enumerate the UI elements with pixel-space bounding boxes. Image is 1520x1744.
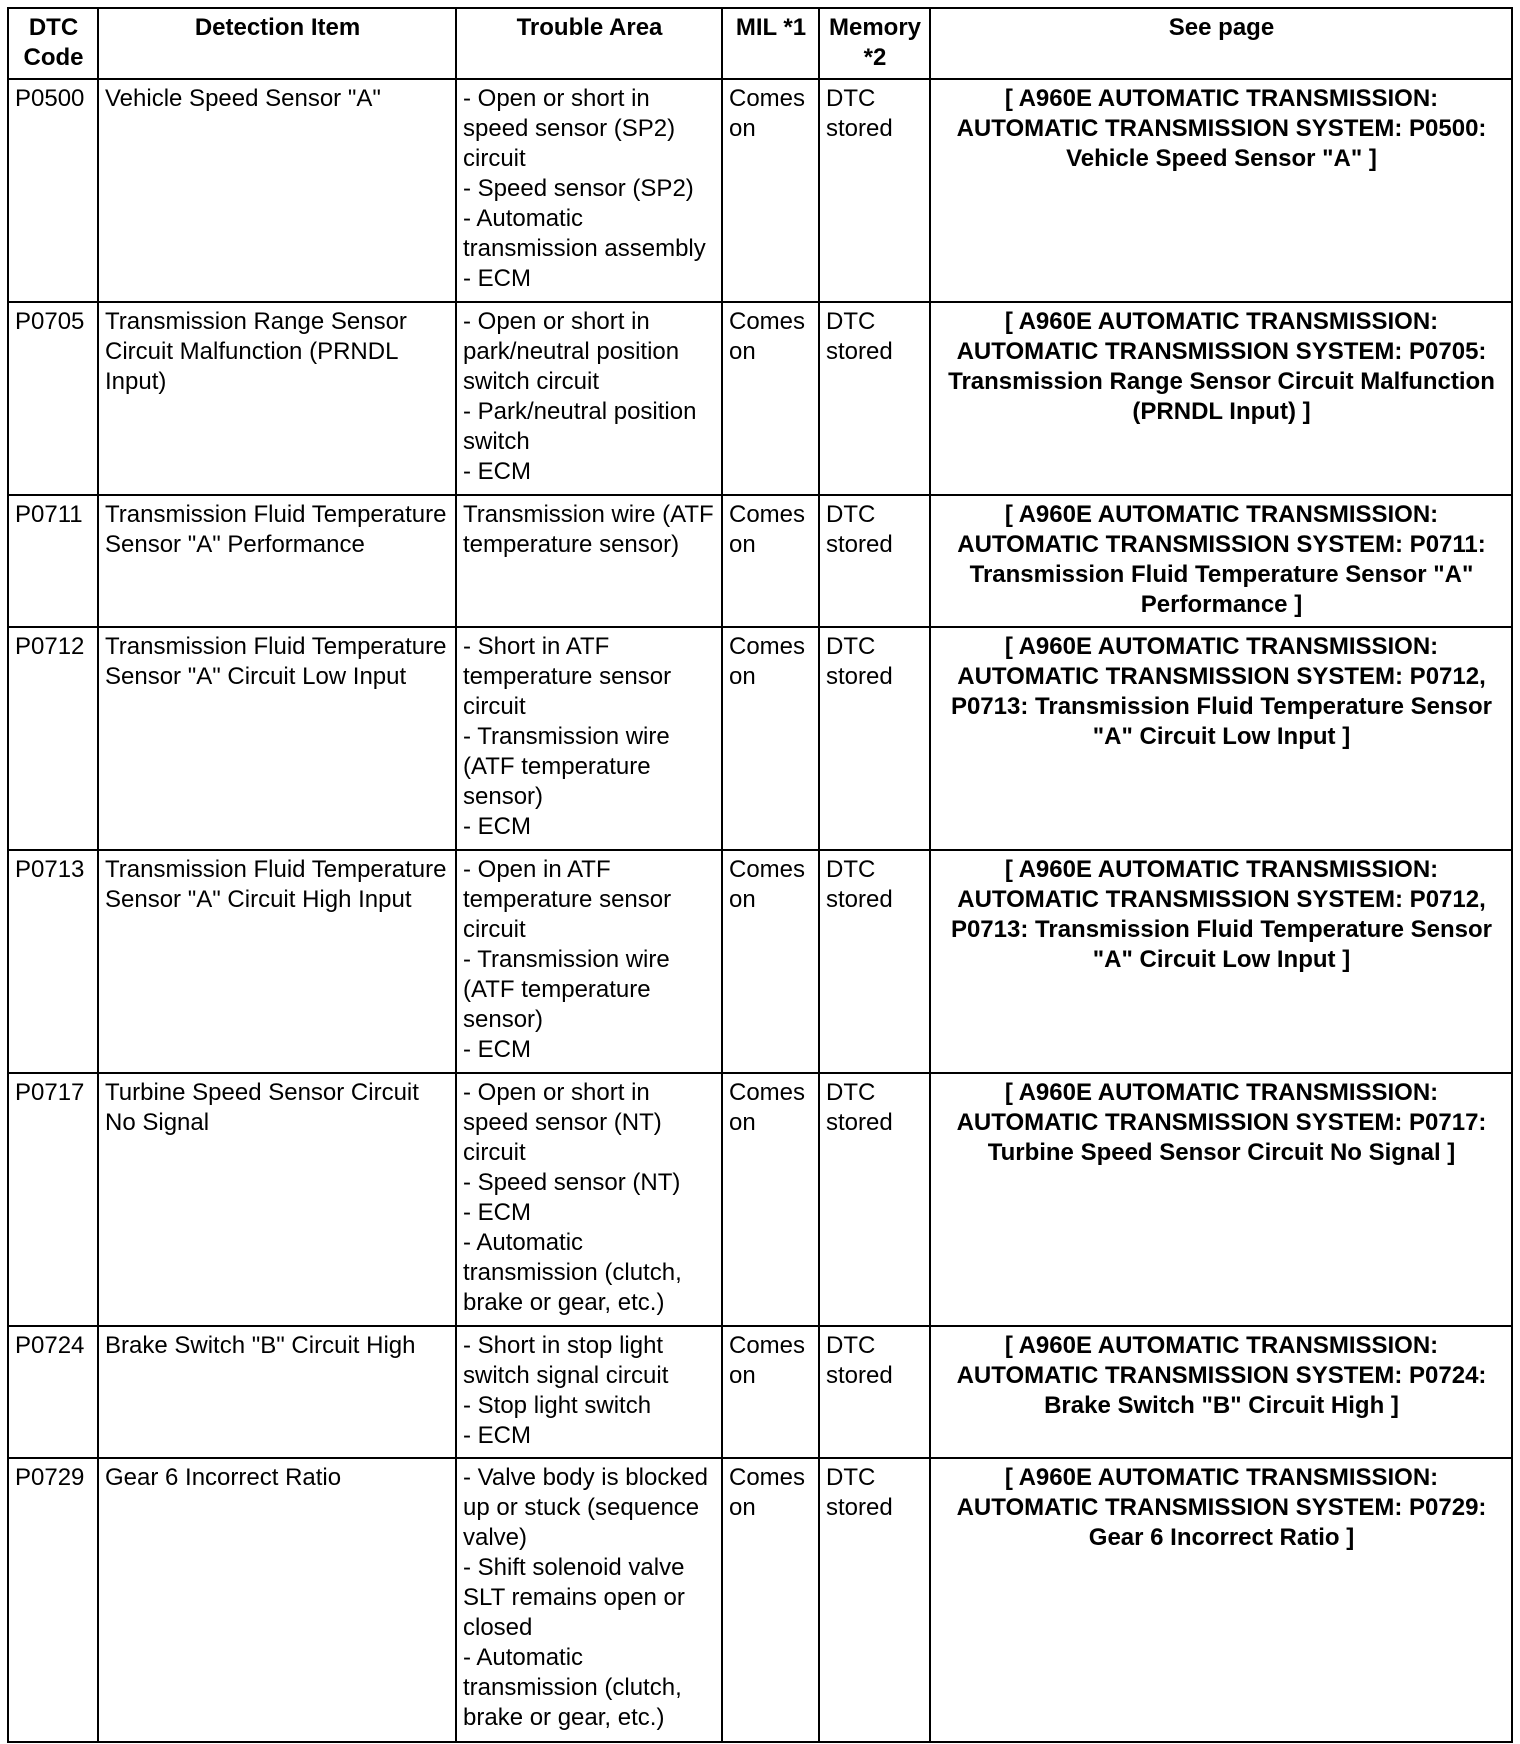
detection-item-cell: Transmission Range Sensor Circuit Malfunction (PRNDL Input) <box>98 302 456 495</box>
dtc-code-cell: P0717 <box>8 1073 98 1326</box>
header-detection-item: Detection Item <box>98 8 456 79</box>
see-page-link[interactable]: [ A960E AUTOMATIC TRANSMISSION: AUTOMATIC TRANSMISSION SYSTEM: P0717: Turbine Speed Sensor Circuit No Signal ] <box>930 1073 1512 1326</box>
table-row <box>8 79 1512 302</box>
header-trouble-area: Trouble Area <box>456 8 722 79</box>
see-page-link[interactable]: [ A960E AUTOMATIC TRANSMISSION: AUTOMATIC TRANSMISSION SYSTEM: P0705: Transmission Range Sensor Circuit Malfunction (PRNDL Input) ] <box>930 302 1512 495</box>
memory-cell: DTC stored <box>819 1073 930 1326</box>
trouble-area-cell: - Open or short in park/neutral position switch circuit - Park/neutral position switch - ECM <box>456 302 722 495</box>
memory-cell: DTC stored <box>819 1458 930 1742</box>
trouble-area-cell: Transmission wire (ATF temperature sensor) <box>456 495 722 627</box>
see-page-link[interactable]: [ A960E AUTOMATIC TRANSMISSION: AUTOMATIC TRANSMISSION SYSTEM: P0711: Transmission Fluid Temperature Sensor "A" Performance ] <box>930 495 1512 627</box>
detection-item-cell: Transmission Fluid Temperature Sensor "A" Circuit High Input <box>98 850 456 1073</box>
see-page-link[interactable]: [ A960E AUTOMATIC TRANSMISSION: AUTOMATIC TRANSMISSION SYSTEM: P0724: Brake Switch "B" Circuit High ] <box>930 1326 1512 1458</box>
table-row <box>8 302 1512 495</box>
mil-cell: Comes on <box>722 79 819 302</box>
memory-cell: DTC stored <box>819 850 930 1073</box>
detection-item-cell: Brake Switch "B" Circuit High <box>98 1326 456 1458</box>
see-page-link[interactable]: [ A960E AUTOMATIC TRANSMISSION: AUTOMATIC TRANSMISSION SYSTEM: P0729: Gear 6 Incorrect Ratio ] <box>930 1458 1512 1742</box>
table-row <box>8 495 1512 627</box>
mil-cell: Comes on <box>722 302 819 495</box>
memory-cell: DTC stored <box>819 1326 930 1458</box>
table-row <box>8 627 1512 850</box>
dtc-code-cell: P0712 <box>8 627 98 850</box>
trouble-area-cell: - Short in ATF temperature sensor circuit - Transmission wire (ATF temperature sensor) - ECM <box>456 627 722 850</box>
table-row <box>8 1073 1512 1326</box>
memory-cell: DTC stored <box>819 302 930 495</box>
trouble-area-cell: - Short in stop light switch signal circuit - Stop light switch - ECM <box>456 1326 722 1458</box>
see-page-link[interactable]: [ A960E AUTOMATIC TRANSMISSION: AUTOMATIC TRANSMISSION SYSTEM: P0712, P0713: Transmission Fluid Temperature Sensor "A" Circuit Low Input ] <box>930 850 1512 1073</box>
detection-item-cell: Gear 6 Incorrect Ratio <box>98 1458 456 1742</box>
memory-cell: DTC stored <box>819 79 930 302</box>
header-mil: MIL *1 <box>722 8 819 79</box>
detection-item-cell: Transmission Fluid Temperature Sensor "A" Circuit Low Input <box>98 627 456 850</box>
table-row <box>8 1458 1512 1742</box>
mil-cell: Comes on <box>722 1326 819 1458</box>
dtc-code-cell: P0713 <box>8 850 98 1073</box>
mil-cell: Comes on <box>722 1458 819 1742</box>
detection-item-cell: Vehicle Speed Sensor "A" <box>98 79 456 302</box>
trouble-area-cell: - Open in ATF temperature sensor circuit - Transmission wire (ATF temperature sensor) - ECM <box>456 850 722 1073</box>
trouble-area-cell: - Open or short in speed sensor (NT) circuit - Speed sensor (NT) - ECM - Automatic transmission (clutch, brake or gear, etc.) <box>456 1073 722 1326</box>
see-page-link[interactable]: [ A960E AUTOMATIC TRANSMISSION: AUTOMATIC TRANSMISSION SYSTEM: P0500: Vehicle Speed Sensor "A" ] <box>930 79 1512 302</box>
table-header-row <box>8 8 1512 79</box>
mil-cell: Comes on <box>722 850 819 1073</box>
dtc-code-cell: P0711 <box>8 495 98 627</box>
memory-cell: DTC stored <box>819 495 930 627</box>
header-dtc-code: DTC Code <box>8 8 98 79</box>
trouble-area-cell: - Valve body is blocked up or stuck (sequence valve) - Shift solenoid valve SLT remains open or closed - Automatic transmission (clutch, brake or gear, etc.) <box>456 1458 722 1742</box>
dtc-table <box>7 7 1513 1743</box>
mil-cell: Comes on <box>722 627 819 850</box>
see-page-link[interactable]: [ A960E AUTOMATIC TRANSMISSION: AUTOMATIC TRANSMISSION SYSTEM: P0712, P0713: Transmission Fluid Temperature Sensor "A" Circuit Low Input ] <box>930 627 1512 850</box>
trouble-area-cell: - Open or short in speed sensor (SP2) circuit - Speed sensor (SP2) - Automatic transmission assembly - ECM <box>456 79 722 302</box>
mil-cell: Comes on <box>722 495 819 627</box>
table-row <box>8 1326 1512 1458</box>
header-see-page: See page <box>930 8 1512 79</box>
detection-item-cell: Transmission Fluid Temperature Sensor "A" Performance <box>98 495 456 627</box>
dtc-code-cell: P0729 <box>8 1458 98 1742</box>
dtc-code-cell: P0705 <box>8 302 98 495</box>
table-row <box>8 850 1512 1073</box>
header-memory: Memory *2 <box>819 8 930 79</box>
detection-item-cell: Turbine Speed Sensor Circuit No Signal <box>98 1073 456 1326</box>
dtc-code-cell: P0724 <box>8 1326 98 1458</box>
dtc-code-cell: P0500 <box>8 79 98 302</box>
memory-cell: DTC stored <box>819 627 930 850</box>
mil-cell: Comes on <box>722 1073 819 1326</box>
